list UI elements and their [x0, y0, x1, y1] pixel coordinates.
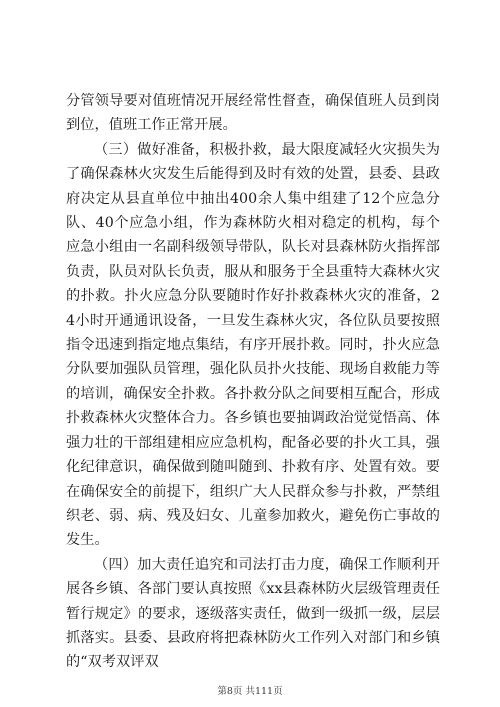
- paragraph-duty-supervision: 分管领导要对值班情况开展经常性督查，确保值班人员到岗到位，值班工作正常开展。: [66, 93, 440, 134]
- page-number-footer: 第8页 共111页: [217, 686, 283, 697]
- paragraph-accountability: （四）加大责任追究和司法打击力度，确保工作顺利开展各乡镇、各部门要认真按照《xx县森林防火层级管理责任暂行规定》的要求，逐级落实责任，做到一级抓一级，层层抓落实。县委、县政府将把森林防火工作列入对部门和乡镇的“双考双评双: [66, 556, 440, 671]
- document-body: [66, 89, 440, 675]
- paragraph-fire-fighting-preparation: （三）做好准备，积极扑救，最大限度减轻火灾损失为了确保森林火灾发生后能得到及时有效的处置，县委、县政府决定从县直单位中抽出400余人集中组建了12个应急分队、40个应急小组，作为森林防火相对稳定的机构，每个应急小组由一名副科级领导带队，队长对县森林防火指挥部负责，队员对队长负责，服从和服务于全县重特大森林火灾的扑救。扑火应急分队要随时作好扑救森林火灾的准备，24小时开通通讯设备，一旦发生森林火灾，各位队员要按照指令迅速到指定地点集结，有序开展扑救。同时，扑火应急分队要加强队员管理，强化队员扑火技能、现场自救能力等的培训，确保安全扑救。各扑救分队之间要相互配合，形成扑救森林火灾整体合力。各乡镇也要抽调政治觉觉悟高、体强力壮的干部组建相应应急机构，配备必要的扑火工具，强化纪律意识，确保做到随叫随到、扑救有序、处置有效。要在确保安全的前提下，组织广大人民群众参与扑救，严禁组织老、弱、病、残及妇女、儿童参加救火，避免伤亡事故的发生。: [66, 141, 440, 549]
